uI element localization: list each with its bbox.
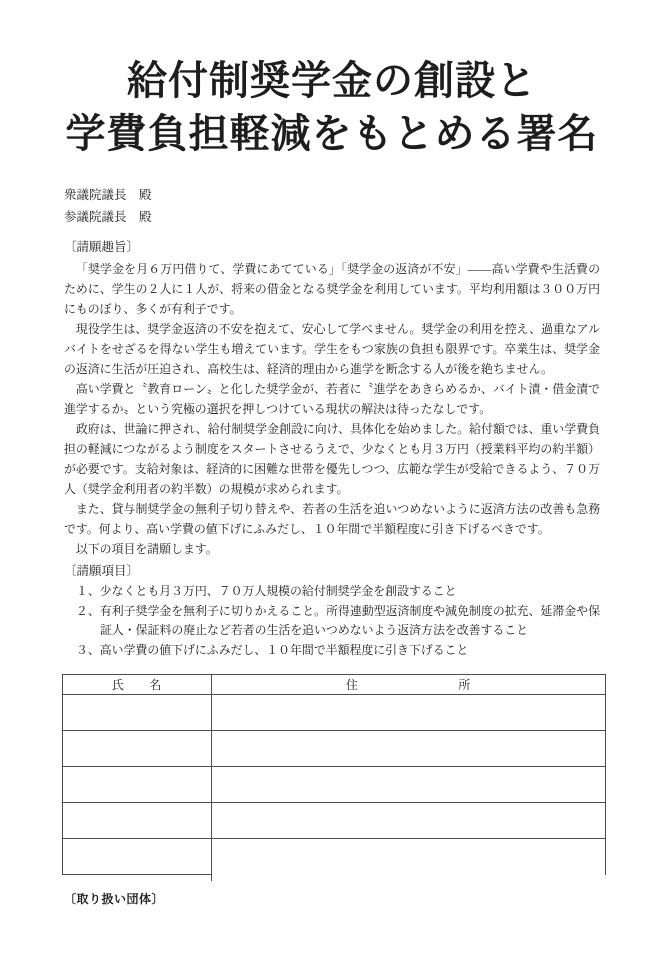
addressee-line: 衆議院議長 殿 [64, 188, 152, 202]
signature-row [63, 767, 606, 803]
signature-cell-name [63, 767, 212, 803]
signature-row [63, 803, 606, 839]
signature-cell-address [211, 803, 605, 839]
petition-items [64, 582, 600, 660]
signature-cell-address [211, 695, 605, 731]
page-title [64, 54, 600, 160]
addressee-line: 参議院議長 殿 [64, 210, 152, 224]
signature-cell-name [63, 803, 212, 839]
petition-paragraph: 政府は、世論に押され、給付制奨学金創設に向け、具体化を始めました。給付額では、重い学費負担の軽減につながるよう制度をスタートさせるうえで、少なくとも月３万円（授業料平均の約半額）が必要です。支給対象は、経済的に困難な世帯を優先しつつ、広範な学生が受給できるよう、７０万人（奨学金利用者の約半数）の規模が求められます。 [64, 422, 600, 496]
title-line-2: 学費負担軽減をもとめる署名 [65, 111, 599, 156]
petition-paragraph: 高い学費と〝教育ローン〟と化した奨学金が、若者に〝進学をあきらめるか、バイト漬・借金漬で進学するか〟という究極の選択を押しつけている現状の解決は待ったなしです。 [64, 382, 600, 416]
petition-paragraph: 現役学生は、奨学金返済の不安を抱えて、安心して学べません。奨学金の利用を控え、過重なアルバイトをせざるを得ない学生も増えています。学生をもつ家族の負担も限界です。卒業生は、奨学金の返済に生活が圧迫され、高校生は、経済的理由から進学を断念する人が後を絶ちません。 [64, 322, 600, 376]
petition-item: ３、高い学費の値下げにふみだし、１０年間で半額程度に引き下げること [76, 643, 469, 657]
petition-item: ２、有利子奨学金を無利子に切りかえること。所得連動型返済制度や減免制度の拡充、延滞金や保証人・保証料の廃止など若者の生活を追いつめないよう返済方法を改善すること [76, 604, 600, 637]
signature-row [63, 731, 606, 767]
signature-row [63, 695, 606, 731]
petition-paragraph: 「奨学金を月６万円借りて、学費にあてている」「奨学金の返済が不安」――高い学費や生活費のために、学生の２人に１人が、将来の借金となる奨学金を利用しています。平均利用額は３００万円にものぼり、多くが有利子です。 [64, 262, 600, 316]
signature-cell-address [211, 731, 605, 767]
petition-paragraph: また、貸与制奨学金の無利子切り替えや、若者の生活を追いつめないように返済方法の改善も急務です。何より、高い学費の値下げにふみだし、１０年間で半額程度に引き下げるべきです。 [64, 502, 600, 536]
petition-item: １、少なくとも月３万円、７０万人規模の給付制奨学金を創設すること [76, 584, 457, 598]
handling-organization-label: 〔取り扱い団体〕 [64, 892, 165, 906]
column-header-name: 氏 名 [63, 675, 212, 695]
addressee-list [64, 184, 600, 228]
signature-cell-address [211, 839, 605, 875]
purpose-paragraphs [64, 259, 600, 559]
items-heading: 〔請願項目〕 [64, 564, 140, 578]
signature-row [63, 839, 606, 875]
signature-cell-name [63, 731, 212, 767]
signature-table [62, 674, 606, 875]
petition-paragraph: 以下の項目を請願します。 [75, 542, 218, 556]
signature-cell-address [211, 767, 605, 803]
title-line-1: 給付制奨学金の創設と [127, 58, 537, 103]
signature-table-header-row [63, 675, 606, 695]
signature-rows [63, 695, 606, 875]
column-header-address: 住 所 [211, 675, 605, 695]
signature-cell-name [63, 695, 212, 731]
purpose-heading: 〔請願趣旨〕 [64, 240, 140, 254]
signature-cell-name [63, 839, 212, 875]
